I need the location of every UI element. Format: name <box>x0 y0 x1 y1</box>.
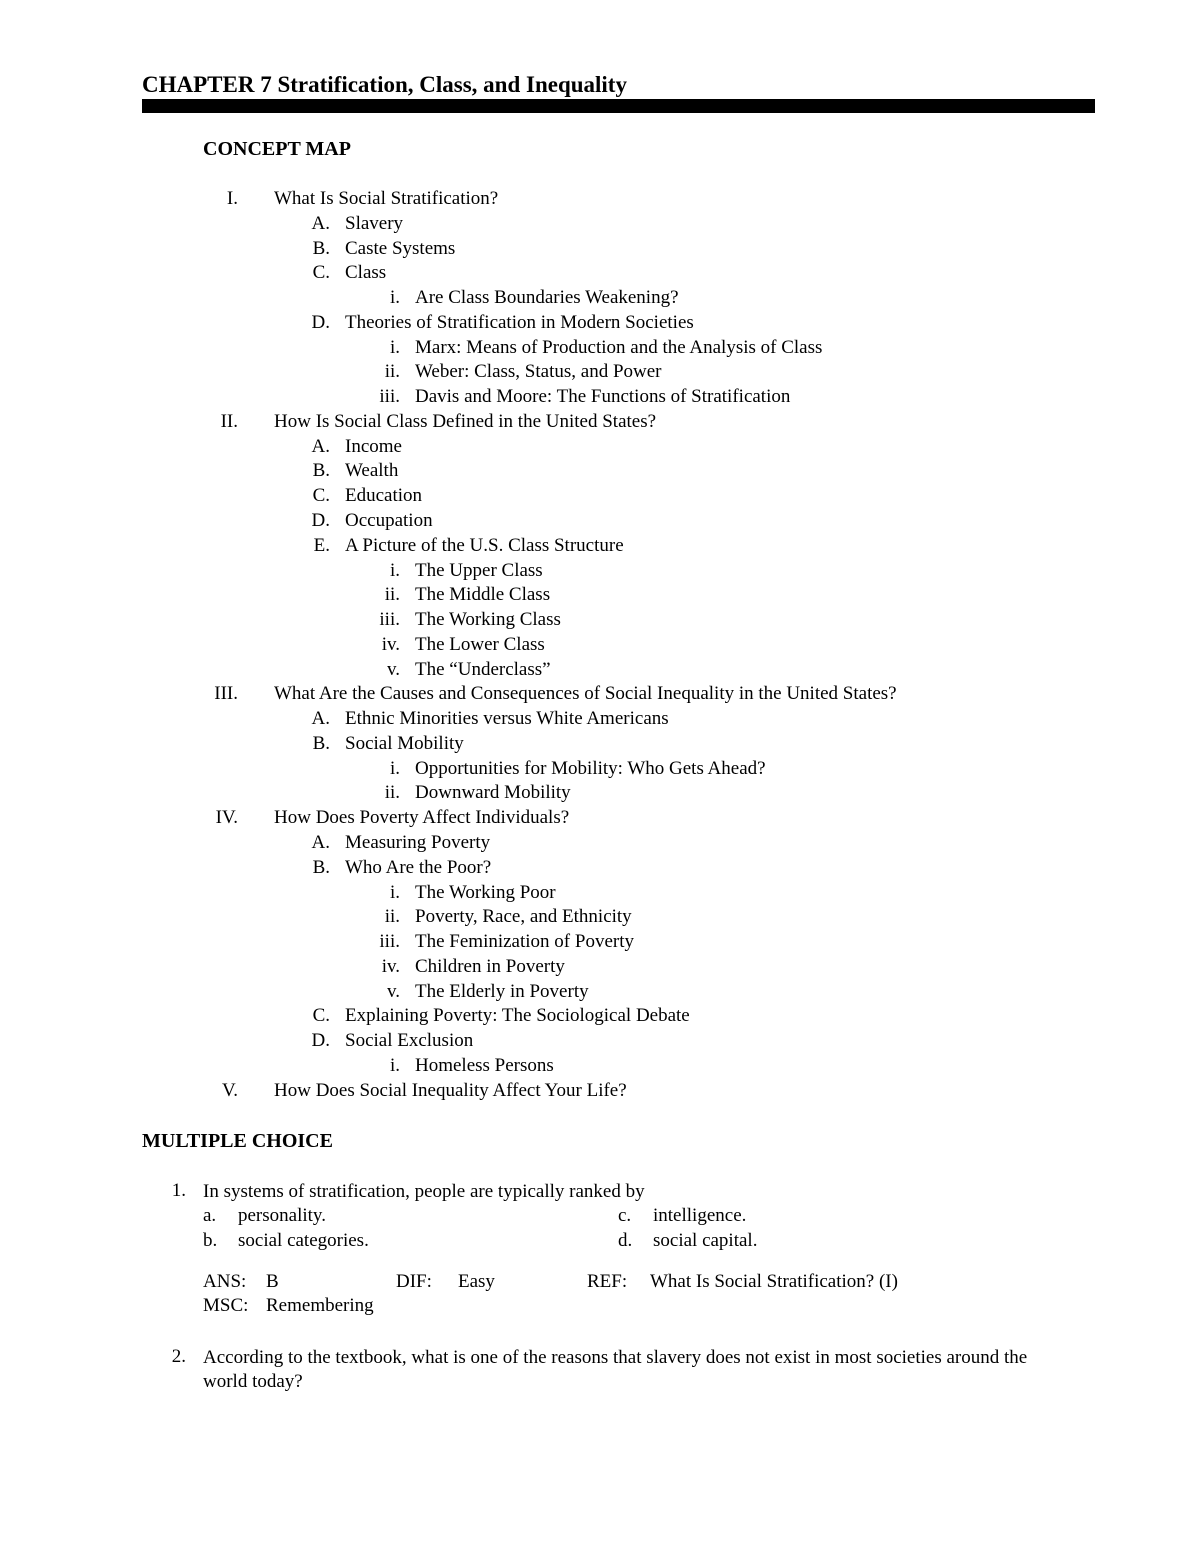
outline-item-level-2 <box>0 707 1100 731</box>
outline-item-level-3 <box>0 781 1100 805</box>
outline-marker: C. <box>312 262 330 284</box>
msc-label: MSC: <box>203 1295 249 1316</box>
outline-label: Homeless Persons <box>415 1054 554 1076</box>
outline-item-level-3 <box>0 930 1100 954</box>
reference-value: What Is Social Stratification? (I) <box>650 1271 898 1292</box>
option-letter: a. <box>203 1205 217 1226</box>
multiple-choice-heading: MULTIPLE CHOICE <box>142 1130 333 1152</box>
outline-label: Social Exclusion <box>345 1030 474 1052</box>
outline-item-level-2 <box>0 484 1100 508</box>
outline-label: Income <box>345 435 402 457</box>
outline-item-level-2 <box>0 237 1100 261</box>
outline-marker: v. <box>386 658 400 680</box>
outline-item-level-3 <box>0 286 1100 310</box>
outline-marker: C. <box>312 485 330 507</box>
outline-label: Measuring Poverty <box>345 832 491 854</box>
outline-item-level-2 <box>0 261 1100 285</box>
outline-marker: D. <box>311 1030 330 1052</box>
outline-item-level-3 <box>0 881 1100 905</box>
outline-item-level-3 <box>0 633 1100 657</box>
outline-label: Who Are the Poor? <box>345 856 492 878</box>
outline-item-level-3 <box>0 980 1100 1004</box>
outline-label: Downward Mobility <box>415 782 571 804</box>
outline-label: Children in Poverty <box>415 955 565 977</box>
chapter-title: CHAPTER 7 Stratification, Class, and Inequality <box>142 72 627 97</box>
outline-label: Davis and Moore: The Functions of Stratification <box>415 386 791 408</box>
outline-item-level-2 <box>0 509 1100 533</box>
outline-label: Occupation <box>345 510 433 531</box>
outline-marker: A. <box>311 832 330 854</box>
title-rule <box>142 99 1095 113</box>
option-text: intelligence. <box>653 1205 747 1226</box>
outline-item-level-2 <box>0 856 1100 880</box>
outline-marker: B. <box>312 856 330 878</box>
outline-item-level-3 <box>0 583 1100 607</box>
outline-label: Slavery <box>345 212 404 234</box>
outline-marker: i. <box>389 336 400 358</box>
outline-item-level-3 <box>0 757 1100 781</box>
outline-item-level-2 <box>0 831 1100 855</box>
outline-marker: iii. <box>379 386 400 408</box>
outline-label: Poverty, Race, and Ethnicity <box>415 906 632 928</box>
outline-marker: B. <box>312 460 330 482</box>
outline-marker: iii. <box>379 931 400 953</box>
outline-label: Caste Systems <box>345 237 456 259</box>
outline-item-level-2 <box>0 459 1100 483</box>
outline-item-level-2 <box>0 732 1100 756</box>
question-number: 2. <box>171 1346 186 1367</box>
outline-item-level-1 <box>0 806 1100 830</box>
outline-marker: B. <box>312 237 330 259</box>
outline-label: The Elderly in Poverty <box>415 980 589 1002</box>
outline-marker: A. <box>311 212 330 234</box>
outline-marker: V. <box>221 1079 238 1101</box>
option-text: social categories. <box>238 1230 369 1251</box>
outline-label: The Working Poor <box>415 881 556 903</box>
option-letter: d. <box>618 1230 633 1251</box>
outline-label: The Working Class <box>415 609 561 631</box>
outline-marker: IV. <box>215 807 238 829</box>
difficulty-value: Easy <box>458 1271 495 1292</box>
outline-item-level-3 <box>0 336 1100 360</box>
outline-label: Social Mobility <box>345 732 464 754</box>
outline-label: The “Underclass” <box>415 658 551 680</box>
outline-marker: i. <box>389 881 400 903</box>
question-text: In systems of stratification, people are typically ranked by <box>203 1181 645 1202</box>
outline-item-level-3 <box>0 905 1100 929</box>
outline-item-level-2 <box>0 435 1100 459</box>
msc-value: Remembering <box>266 1295 374 1316</box>
outline-marker: B. <box>312 732 330 754</box>
outline-marker: i. <box>389 287 400 309</box>
outline-label: Opportunities for Mobility: Who Gets Ahead? <box>415 757 766 779</box>
outline-marker: D. <box>311 510 330 531</box>
outline-label: Class <box>345 262 387 284</box>
outline-item-level-1 <box>0 187 1100 211</box>
option-letter: b. <box>203 1230 218 1251</box>
outline-label: The Lower Class <box>415 633 545 655</box>
reference-label: REF: <box>587 1271 628 1292</box>
option-text: social capital. <box>653 1230 758 1251</box>
concept-map-heading: CONCEPT MAP <box>203 138 351 160</box>
question-number: 1. <box>171 1180 186 1201</box>
outline-marker: i. <box>389 757 400 779</box>
outline-marker: ii. <box>384 906 400 928</box>
outline-marker: III. <box>214 683 238 705</box>
outline-label: How Does Social Inequality Affect Your Life? <box>274 1079 627 1101</box>
outline-label: What Is Social Stratification? <box>274 188 499 209</box>
outline-marker: A. <box>311 435 330 457</box>
outline-item-level-3 <box>0 559 1100 583</box>
outline-item-level-3 <box>0 955 1100 979</box>
outline-item-level-1 <box>0 1079 1100 1103</box>
outline-marker: D. <box>311 311 330 333</box>
outline-item-level-2 <box>0 212 1100 236</box>
outline-label: Marx: Means of Production and the Analysis of Class <box>415 336 823 358</box>
option-letter: c. <box>618 1205 632 1226</box>
outline-item-level-3 <box>0 385 1100 409</box>
outline-marker: ii. <box>384 782 400 804</box>
outline-label: The Middle Class <box>415 584 551 606</box>
outline-label: Are Class Boundaries Weakening? <box>415 287 679 309</box>
outline-item-level-3 <box>0 360 1100 384</box>
outline-marker: A. <box>311 708 330 730</box>
outline-marker: iv. <box>381 633 400 655</box>
outline-item-level-3 <box>0 1054 1100 1078</box>
outline-item-level-2 <box>0 1004 1100 1028</box>
outline-item-level-1 <box>0 682 1100 706</box>
outline-marker: i. <box>389 1054 400 1076</box>
outline-label: The Upper Class <box>415 559 543 581</box>
outline-marker: I. <box>226 188 238 209</box>
question-text: According to the textbook, what is one of the reasons that slavery does not exist in most societies around the world today? <box>203 1347 1028 1392</box>
outline-label: The Feminization of Poverty <box>415 931 634 953</box>
outline-item-level-3 <box>0 608 1100 632</box>
outline-label: Wealth <box>345 460 399 482</box>
outline-label: Theories of Stratification in Modern Societies <box>345 311 694 333</box>
outline-item-level-3 <box>0 658 1100 682</box>
option-text: personality. <box>238 1205 326 1226</box>
outline-marker: i. <box>389 559 400 581</box>
outline-item-level-1 <box>0 410 1100 434</box>
outline-label: A Picture of the U.S. Class Structure <box>345 534 624 556</box>
outline-item-level-2 <box>0 534 1100 558</box>
answer-label: ANS: <box>203 1271 247 1292</box>
outline-marker: ii. <box>384 584 400 606</box>
outline-marker: ii. <box>384 361 400 383</box>
outline-label: What Are the Causes and Consequences of Social Inequality in the United States? <box>274 683 897 705</box>
difficulty-label: DIF: <box>396 1271 432 1292</box>
outline-marker: E. <box>313 534 330 556</box>
outline-label: How Is Social Class Defined in the United States? <box>274 410 657 432</box>
outline-label: How Does Poverty Affect Individuals? <box>274 807 570 829</box>
outline-item-level-2 <box>0 311 1100 335</box>
outline-label: Explaining Poverty: The Sociological Debate <box>345 1005 690 1027</box>
outline-marker: iv. <box>381 955 400 977</box>
outline-label: Ethnic Minorities versus White Americans <box>345 708 669 730</box>
answer-value: B <box>266 1271 279 1292</box>
outline-label: Weber: Class, Status, and Power <box>415 361 662 383</box>
outline-marker: iii. <box>379 609 400 631</box>
outline-label: Education <box>345 485 423 507</box>
outline-item-level-2 <box>0 1029 1100 1053</box>
outline-marker: C. <box>312 1005 330 1027</box>
outline-marker: II. <box>220 410 238 432</box>
outline-marker: v. <box>386 980 400 1002</box>
